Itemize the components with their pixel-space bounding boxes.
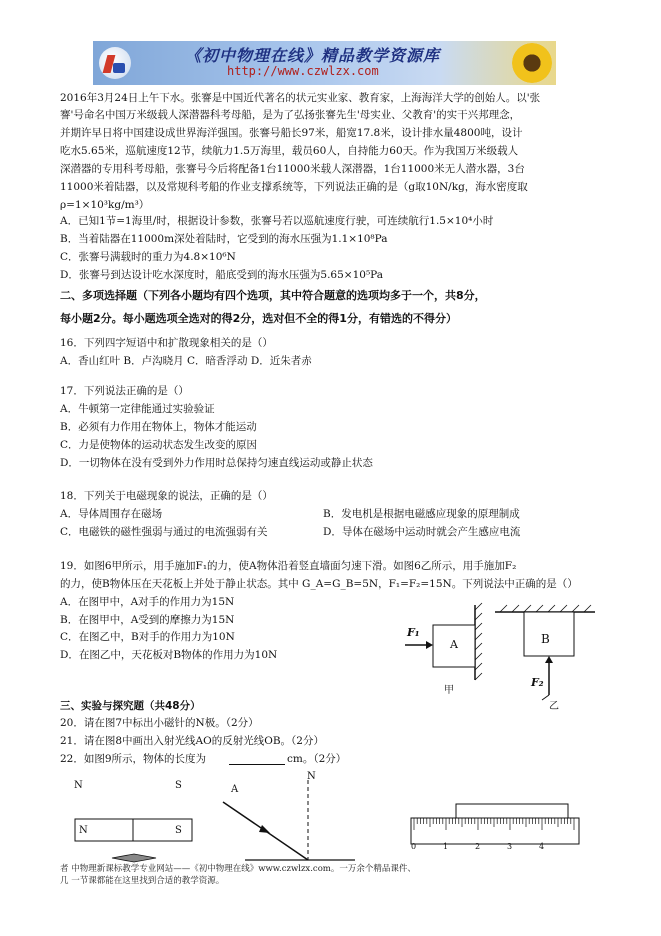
q16-options: A．香山红叶 B．卢沟晓月 C．暗香浮动 D．近朱者赤 bbox=[60, 355, 312, 367]
figure-7 bbox=[70, 812, 200, 868]
q19-line: 19．如图6甲所示，用手施加F₁的力，使A物体沿着竖直墙面匀速下滑。如图6乙所示，用手施加F₂ bbox=[60, 560, 517, 572]
magnet-n-pole-label: N bbox=[79, 825, 88, 836]
block-b-label: B bbox=[541, 632, 550, 646]
q15-line: 謇'号命名中国万米级载人深潜器科考母船，是为了弘扬张謇先生'母实业、父教育'的实干兴邦理念， bbox=[60, 109, 521, 121]
ruler-tick-label: 3 bbox=[507, 842, 513, 851]
footer-line: 几 一节课都能在这里找到合适的教学资源。 bbox=[60, 876, 225, 886]
q18-option-b: B．发电机是根据电磁感应现象的原理制成 bbox=[323, 508, 520, 520]
section2-heading: 每小题2分。每小题选项全选对的得2分，选对但不全的得1分，有错选的不得分） bbox=[60, 312, 457, 325]
q15-option: A．已知1节=1海里/时，根据设计参数，张謇号若以巡航速度行驶，可连续航行1.5×10⁴小时 bbox=[60, 215, 494, 227]
q18-option-c: C．电磁铁的磁性强弱与通过的电流强弱有关 bbox=[60, 526, 268, 538]
q21-stem: 21．请在图8中画出入射光线AO的反射光线OB。（2分） bbox=[60, 735, 324, 747]
q15-option: C．张謇号满载时的重力为4.8×10⁶N bbox=[60, 251, 236, 263]
q18-stem: 18．下列关于电磁现象的说法，正确的是（） bbox=[60, 490, 273, 502]
q17-option: D．一切物体在没有受到外力作用时总保持匀速直线运动或静止状态 bbox=[60, 457, 373, 469]
ruler-tick-label: 1 bbox=[443, 842, 449, 851]
q15-line: 深潜器的专用科考母船，张謇号今后将配备1台11000米载人深潜器，1台11000米无人潜水器，3台 bbox=[60, 163, 525, 175]
q18-option-a: A．导体周围存在磁场 bbox=[60, 508, 163, 520]
q22-stem-end: cm。（2分） bbox=[287, 753, 347, 765]
figure-yi-label: 乙 bbox=[549, 701, 559, 712]
magnet-top-s-label: S bbox=[175, 780, 182, 791]
banner-title: 《初中物理在线》精品教学资源库 bbox=[185, 46, 441, 65]
footer-line: 者 中物理新课标教学专业网站——《初中物理在线》www.czwlzx.com。一万余个精品课件、 bbox=[60, 864, 416, 874]
normal-n-label: N bbox=[307, 771, 316, 782]
q17-option: A．牛顿第一定律能通过实验验证 bbox=[60, 403, 215, 415]
compass-needle-icon bbox=[112, 854, 156, 862]
q20-stem: 20．请在图7中标出小磁针的N极。（2分） bbox=[60, 717, 259, 729]
ruler-tick-label: 2 bbox=[475, 842, 481, 851]
magnet-s-pole-label: S bbox=[175, 825, 182, 836]
q19-option: B．在图甲中，A受到的摩擦力为15N bbox=[60, 614, 235, 626]
magnet-top-n-label: N bbox=[74, 780, 83, 791]
header-banner bbox=[93, 41, 556, 85]
force-f2-label: F₂ bbox=[531, 676, 544, 689]
force-f1-label: F₁ bbox=[407, 626, 420, 639]
banner-url[interactable]: http://www.czwlzx.com bbox=[227, 64, 379, 78]
q15-line: 并期许早日将中国建设成世界海洋强国。张謇号船长97米，船宽17.8米，设计排水量4800吨，设计 bbox=[60, 127, 523, 139]
q15-line: 吃水5.65米，巡航速度12节，续航力1.5万海里，载员60人，自持能力60天。作为我国万米级载人 bbox=[60, 145, 519, 157]
q16-stem: 16．下列四字短语中和扩散现象相关的是（） bbox=[60, 337, 273, 349]
q17-option: C．力是使物体的运动状态发生改变的原因 bbox=[60, 439, 258, 451]
figure-6 bbox=[400, 600, 600, 712]
ruler-tick-label: 0 bbox=[411, 842, 417, 851]
q17-option: B．必须有力作用在物体上，物体才能运动 bbox=[60, 421, 257, 433]
q17-stem: 17．下列说法正确的是（） bbox=[60, 385, 189, 397]
sunflower-icon bbox=[512, 43, 552, 83]
q15-option: D．张謇号到达设计吃水深度时，船底受到的海水压强为5.65×10⁵Pa bbox=[60, 269, 384, 281]
q19-line: 的力，使B物体压在天花板上并处于静止状态。其中 G_A=G_B=5N，F₁=F₂=15N。下列说法中正确的是（） bbox=[60, 578, 578, 590]
q15-line: 2016年3月24日上午下水。张謇是中国近代著名的状元实业家、教育家，上海海洋大学的创始人。以'张 bbox=[60, 92, 541, 104]
section3-heading: 三、实验与探究题（共48分） bbox=[60, 700, 201, 712]
q15-line: 11000米着陆器，以及常规科考船的作业支撑系统等，下列说法正确的是（g取10N/kg，海水密度取 bbox=[60, 181, 528, 193]
site-logo bbox=[99, 47, 131, 79]
block-a-label: A bbox=[450, 638, 458, 651]
q15-line: ρ=1×10³kg/m³） bbox=[60, 199, 150, 211]
q22-stem-start: 22．如图9所示，物体的长度为 bbox=[60, 753, 207, 765]
figure-9 bbox=[408, 800, 583, 858]
q18-option-d: D．导体在磁场中运动时就会产生感应电流 bbox=[323, 526, 521, 538]
ray-a-label: A bbox=[231, 784, 239, 795]
q22-answer-blank[interactable] bbox=[229, 764, 285, 765]
figure-jia-label: 甲 bbox=[444, 685, 454, 696]
q19-option: C．在图乙中，B对手的作用力为10N bbox=[60, 631, 235, 643]
q19-option: A．在图甲中，A对手的作用力为15N bbox=[60, 596, 235, 608]
section2-heading: 二、多项选择题（下列各小题均有四个选项，其中符合题意的选项均多于一个，共8分， bbox=[60, 289, 486, 302]
q19-option: D．在图乙中，天花板对B物体的作用力为10N bbox=[60, 649, 278, 661]
ruler-tick-label: 4 bbox=[539, 842, 545, 851]
q15-option: B．当着陆器在11000m深处着陆时，它受到的海水压强为1.1×10⁸Pa bbox=[60, 233, 388, 245]
